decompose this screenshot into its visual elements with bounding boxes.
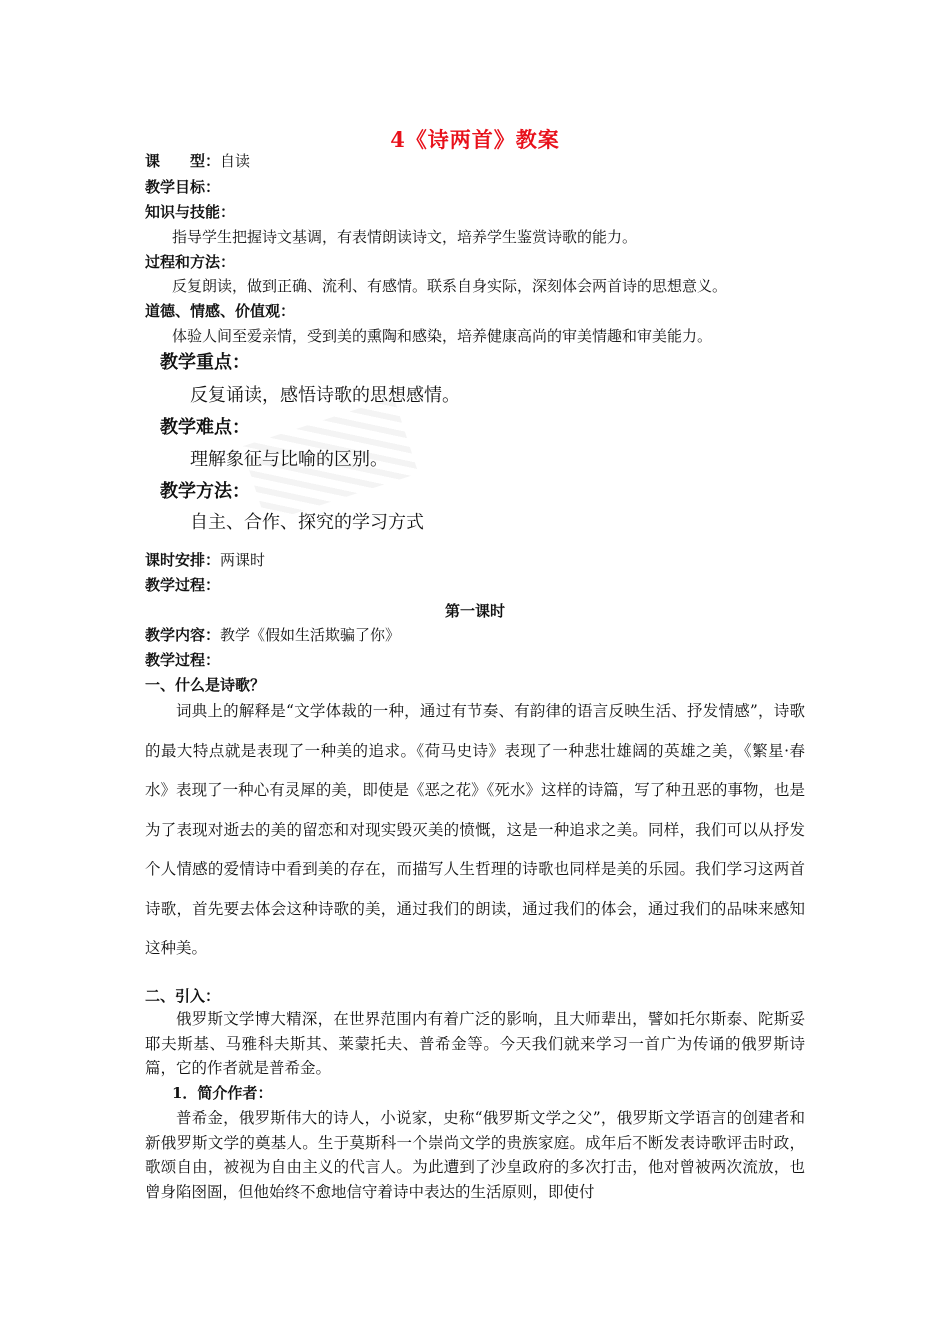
section2-paragraph bbox=[145, 1007, 805, 1081]
page-title: 4《诗两首》教案 bbox=[390, 127, 560, 152]
difficulty-text: 理解象征与比喻的区别。 bbox=[190, 449, 388, 470]
hours-label: 课时安排： bbox=[145, 551, 221, 569]
hours-value: 两课时 bbox=[220, 551, 266, 569]
focus-label: 教学重点： bbox=[160, 352, 250, 373]
method-text: 自主、合作、探究的学习方式 bbox=[190, 512, 424, 533]
hours-row bbox=[145, 549, 265, 571]
knowledge-text: 指导学生把握诗文基调，有表情朗读诗文，培养学生鉴赏诗歌的能力。 bbox=[172, 228, 638, 246]
sub1-heading: 1．简介作者： bbox=[172, 1084, 273, 1102]
content-row bbox=[145, 624, 400, 646]
knowledge-label: 知识与技能： bbox=[145, 203, 236, 221]
section1-text: 词典上的解释是“文学体裁的一种，通过有节奏、有韵律的语言反映生活、抒发情感”，诗歌的最大特点就是表现了一种美的追求。《荷马史诗》表现了一种悲壮雄阔的英雄之美，《繁星·春水》表现了一种心有灵犀的美，即使是《恶之花》《死水》这样的诗篇，写了种丑恶的事物，也是为了表现对逝去的美的留恋和对现实毁灭美的愤慨，这是一种追求之美。同样，我们可以从抒发个人情感的爱情诗中看到美的存在，而描写人生哲理的诗歌也同样是美的乐园。我们学习这两首诗歌，首先要去体会这种诗歌的美，通过我们的朗读，通过我们的体会，通过我们的品味来感知这种美。 bbox=[145, 702, 805, 957]
section1-paragraph bbox=[145, 692, 805, 969]
lesson-heading: 第一课时 bbox=[444, 602, 505, 620]
sub1-text: 普希金，俄罗斯伟大的诗人，小说家，史称“俄罗斯文学之父”，俄罗斯文学语言的创建者和新俄罗斯文学的奠基人。生于莫斯科一个崇尚文学的贵族家庭。成年后不断发表诗歌评击时政，歌颂自由，被视为自由主义的代言人。为此遭到了沙皇政府的多次打击，他对曾被两次流放，也曾身陷囹圄，但他始终不愈地信守着诗中表达的生活原则，即使付 bbox=[145, 1109, 805, 1201]
method-label: 教学方法： bbox=[160, 481, 250, 502]
process-label: 过程和方法： bbox=[145, 253, 236, 271]
schedule-process-label: 教学过程： bbox=[145, 576, 221, 594]
section2-text: 俄罗斯文学博大精深，在世界范围内有着广泛的影响，且大师辈出，譬如托尔斯泰、陀斯妥耶夫斯基、马雅科夫斯其、莱蒙托夫、普希金等。今天我们就来学习一首广为传诵的俄罗斯诗篇，它的作者就是普希金。 bbox=[145, 1010, 805, 1077]
sub1-paragraph bbox=[145, 1106, 805, 1204]
process-text: 反复朗读，做到正确、流利、有感情。联系自身实际，深刻体会两首诗的思想意义。 bbox=[172, 277, 728, 295]
content-value: 教学《假如生活欺骗了你》 bbox=[220, 626, 401, 644]
lesson-process-label: 教学过程： bbox=[145, 651, 221, 669]
content-label: 教学内容： bbox=[145, 626, 221, 644]
difficulty-label: 教学难点： bbox=[160, 417, 250, 438]
section2-heading: 二、引入： bbox=[145, 987, 221, 1005]
course-type-label: 课 型： bbox=[145, 152, 221, 170]
focus-text: 反复诵读，感悟诗歌的思想感情。 bbox=[190, 385, 460, 406]
course-type-value: 自读 bbox=[220, 152, 251, 170]
moral-label: 道德、情感、价值观： bbox=[145, 302, 296, 320]
section1-heading: 一、什么是诗歌？ bbox=[145, 676, 266, 694]
moral-text: 体验人间至爱亲情，受到美的熏陶和感染，培养健康高尚的审美情趣和审美能力。 bbox=[172, 327, 713, 345]
course-type-row bbox=[145, 150, 250, 172]
goals-label: 教学目标： bbox=[145, 178, 221, 196]
